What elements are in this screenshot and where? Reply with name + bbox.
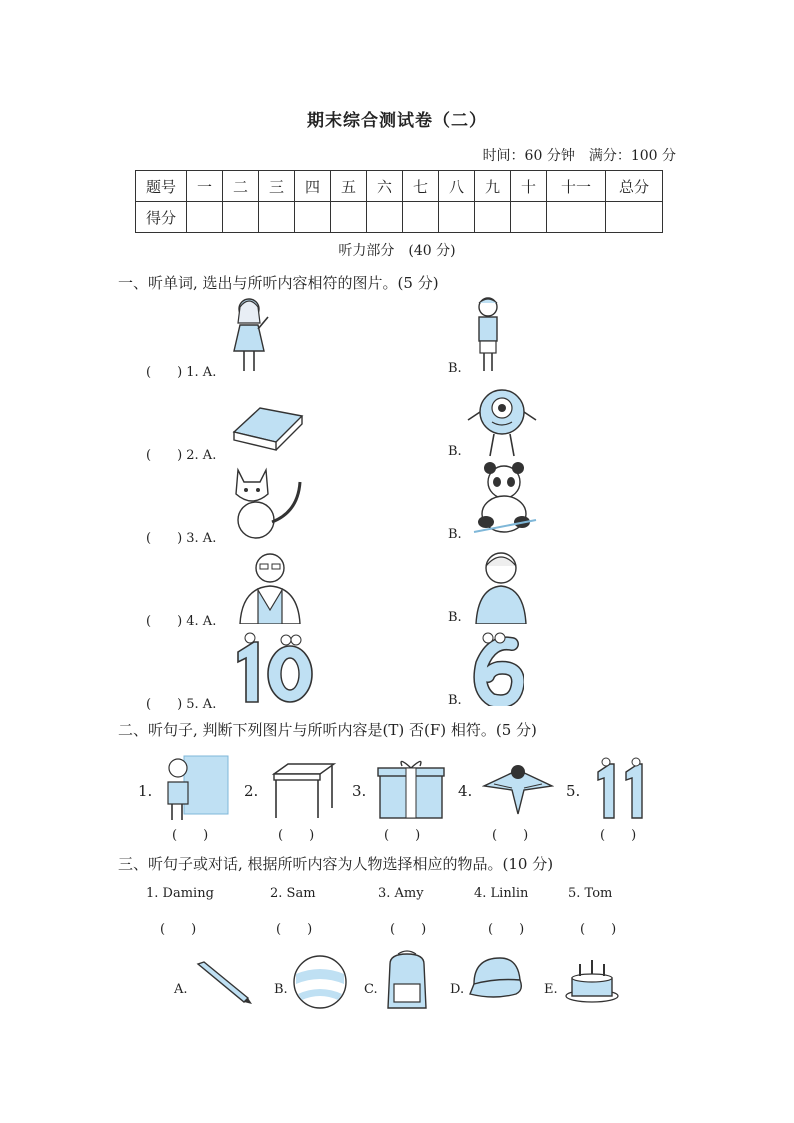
s3-answer[interactable]: ( ) — [160, 922, 197, 937]
pen-icon — [192, 958, 254, 1006]
q5-label: ( ) 5. A. — [146, 697, 217, 712]
book-icon — [230, 402, 306, 454]
kite-icon — [482, 760, 554, 816]
number-ten-icon — [232, 632, 318, 706]
score-cell: 总分 — [606, 171, 663, 202]
score-cell: 得分 — [136, 202, 187, 233]
score-input-cell[interactable] — [223, 202, 259, 233]
score-cell: 二 — [223, 171, 259, 202]
score-value-row — [136, 202, 663, 233]
score-header-row — [136, 171, 663, 202]
score-cell: 五 — [331, 171, 367, 202]
page-title: 期末综合测试卷（二） — [307, 111, 487, 131]
score-input-cell[interactable] — [511, 202, 547, 233]
q1-label: ( ) 1. A. — [146, 365, 217, 380]
section1-title: 一、听单词, 选出与所听内容相符的图片。(5 分) — [118, 274, 439, 292]
score-input-cell[interactable] — [187, 202, 223, 233]
score-input-cell[interactable] — [295, 202, 331, 233]
score-cell: 八 — [439, 171, 475, 202]
s3-option: A. — [174, 982, 188, 997]
score-cell: 三 — [259, 171, 295, 202]
score-cell: 一 — [187, 171, 223, 202]
s3-option: D. — [450, 982, 465, 997]
number-eleven-icon — [592, 756, 652, 820]
q3-b-label: B. — [448, 527, 462, 542]
grandmother-icon — [474, 548, 528, 624]
s3-answer[interactable]: ( ) — [390, 922, 427, 937]
s3-name: 5. Tom — [568, 886, 613, 901]
s3-answer[interactable]: ( ) — [488, 922, 525, 937]
exam-meta: 时间：60 分钟 满分：100 分 — [482, 148, 676, 164]
score-input-cell[interactable] — [403, 202, 439, 233]
s3-option: C. — [364, 982, 378, 997]
score-cell: 四 — [295, 171, 331, 202]
score-cell: 七 — [403, 171, 439, 202]
gift-box-icon — [376, 758, 446, 820]
score-cell: 九 — [475, 171, 511, 202]
q1-b-label: B. — [448, 361, 462, 376]
q4-b-label: B. — [448, 610, 462, 625]
score-cell: 十一 — [547, 171, 606, 202]
s3-option: B. — [274, 982, 288, 997]
s2-answer[interactable]: ( ) — [384, 828, 421, 843]
s3-name: 3. Amy — [378, 886, 424, 901]
score-table — [135, 170, 663, 233]
score-input-cell[interactable] — [606, 202, 663, 233]
desk-icon — [268, 760, 338, 820]
score-cell: 十 — [511, 171, 547, 202]
q2-b-label: B. — [448, 444, 462, 459]
listening-header: 听力部分 (40 分) — [338, 243, 456, 259]
score-input-cell[interactable] — [439, 202, 475, 233]
section3-title: 三、听句子或对话, 根据所听内容为人物选择相应的物品。(10 分) — [118, 855, 554, 873]
grandfather-icon — [238, 548, 302, 624]
score-cell: 题号 — [136, 171, 187, 202]
s2-number: 2. — [244, 782, 259, 800]
cat-icon — [228, 462, 308, 542]
s3-option: E. — [544, 982, 558, 997]
score-input-cell[interactable] — [547, 202, 606, 233]
s3-name: 4. Linlin — [474, 886, 529, 901]
score-input-cell[interactable] — [475, 202, 511, 233]
number-six-icon — [472, 630, 524, 706]
q4-label: ( ) 4. A. — [146, 614, 217, 629]
panda-icon — [470, 462, 542, 538]
backpack-icon — [382, 950, 432, 1012]
score-cell: 六 — [367, 171, 403, 202]
s2-number: 3. — [352, 782, 367, 800]
monster-icon — [464, 380, 540, 458]
girl-icon — [228, 295, 272, 375]
s3-answer[interactable]: ( ) — [580, 922, 617, 937]
q5-b-label: B. — [448, 693, 462, 708]
s2-answer[interactable]: ( ) — [172, 828, 209, 843]
s2-answer[interactable]: ( ) — [600, 828, 637, 843]
s3-name: 2. Sam — [270, 886, 316, 901]
s2-answer[interactable]: ( ) — [278, 828, 315, 843]
score-input-cell[interactable] — [367, 202, 403, 233]
birthday-cake-icon — [564, 956, 620, 1004]
boy-icon — [472, 295, 504, 375]
s3-name: 1. Daming — [146, 886, 214, 901]
cap-icon — [466, 954, 528, 1004]
ball-icon — [292, 954, 348, 1010]
q2-label: ( ) 2. A. — [146, 448, 217, 463]
s2-number: 1. — [138, 782, 153, 800]
s2-number: 4. — [458, 782, 473, 800]
q3-label: ( ) 3. A. — [146, 531, 217, 546]
score-input-cell[interactable] — [331, 202, 367, 233]
girl-at-board-icon — [160, 752, 232, 822]
s3-answer[interactable]: ( ) — [276, 922, 313, 937]
s2-number: 5. — [566, 782, 581, 800]
s2-answer[interactable]: ( ) — [492, 828, 529, 843]
score-input-cell[interactable] — [259, 202, 295, 233]
section2-title: 二、听句子, 判断下列图片与所听内容是(T) 否(F) 相符。(5 分) — [118, 721, 537, 739]
